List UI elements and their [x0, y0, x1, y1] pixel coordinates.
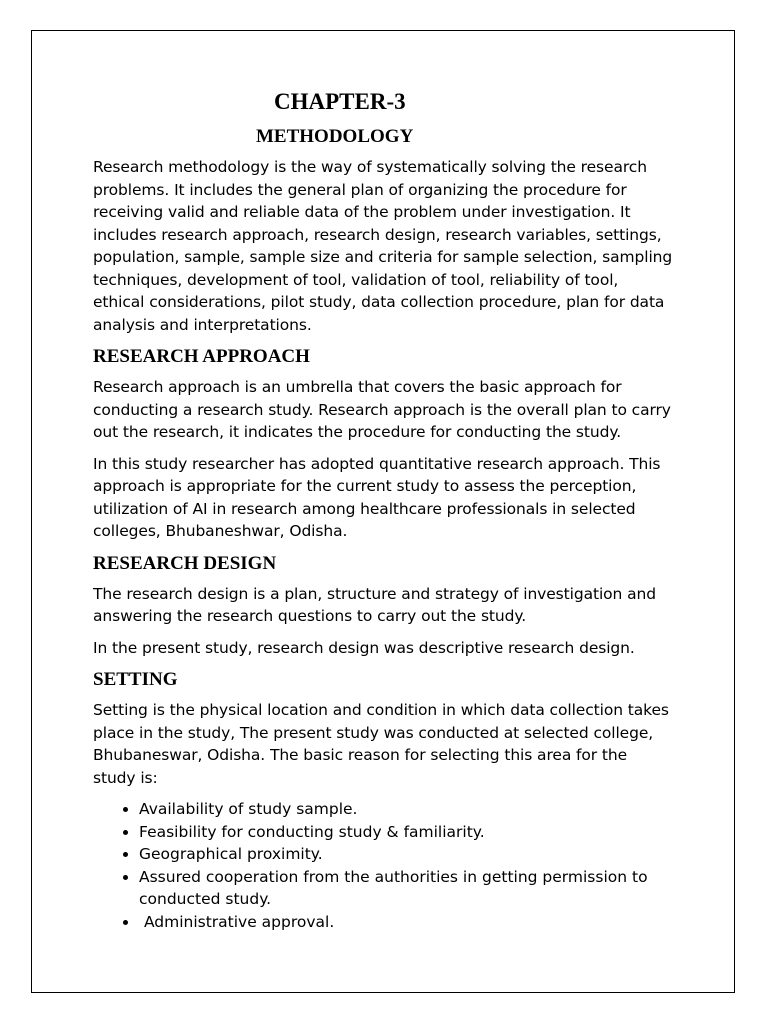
setting-heading: SETTING	[93, 669, 178, 690]
chapter-subtitle: METHODOLOGY	[256, 126, 414, 147]
research-design-heading: RESEARCH DESIGN	[93, 552, 277, 574]
research-approach-paragraph-2: In this study researcher has adopted quantitative research approach. This approach is appropriate for the current study to assess the perception, utilization of AI in research among healthcare professionals in selected colleges, Bhubaneshwar, Odisha.	[93, 454, 661, 540]
list-item: • Administrative approval.	[139, 911, 673, 934]
research-design-paragraph-1: The research design is a plan, structure and strategy of investigation and answering the research questions to carry out the study.	[93, 584, 656, 625]
intro-paragraph: Research methodology is the way of systematically solving the research problems. It includes the general plan of organizing the procedure for receiving valid and reliable data of the problem under investigation. It includes research approach, research design, research variables, settings, population, sample, sample size and criteria for sample selection, sampling techniques, development of tool, validation of tool, reliability of tool, ethical considerations, pilot study, data collection procedure, plan for data analysis and interpretations.	[93, 158, 673, 334]
research-approach-heading: RESEARCH APPROACH	[93, 346, 310, 367]
research-design-paragraph-2: In the present study, research design was descriptive research design.	[93, 638, 635, 657]
list-item: • Availability of study sample.	[139, 798, 673, 821]
list-item: • Assured cooperation from the authorities in getting permission to conducted study.	[139, 866, 673, 911]
setting-reasons-list	[93, 798, 673, 933]
setting-paragraph: Setting is the physical location and condition in which data collection takes place in the study, The present study was conducted at selected college, Bhubaneswar, Odisha. The basic reason for selecting this area for the study is:	[93, 701, 669, 787]
list-item: • Feasibility for conducting study & familiarity.	[139, 821, 673, 844]
chapter-title: CHAPTER-3	[274, 89, 406, 114]
list-item: • Geographical proximity.	[139, 843, 673, 866]
document-body	[93, 86, 673, 933]
research-approach-paragraph-1: Research approach is an umbrella that covers the basic approach for conducting a research study. Research approach is the overall plan to carry out the research, it indicates the procedure for conducting the study.	[93, 378, 671, 441]
